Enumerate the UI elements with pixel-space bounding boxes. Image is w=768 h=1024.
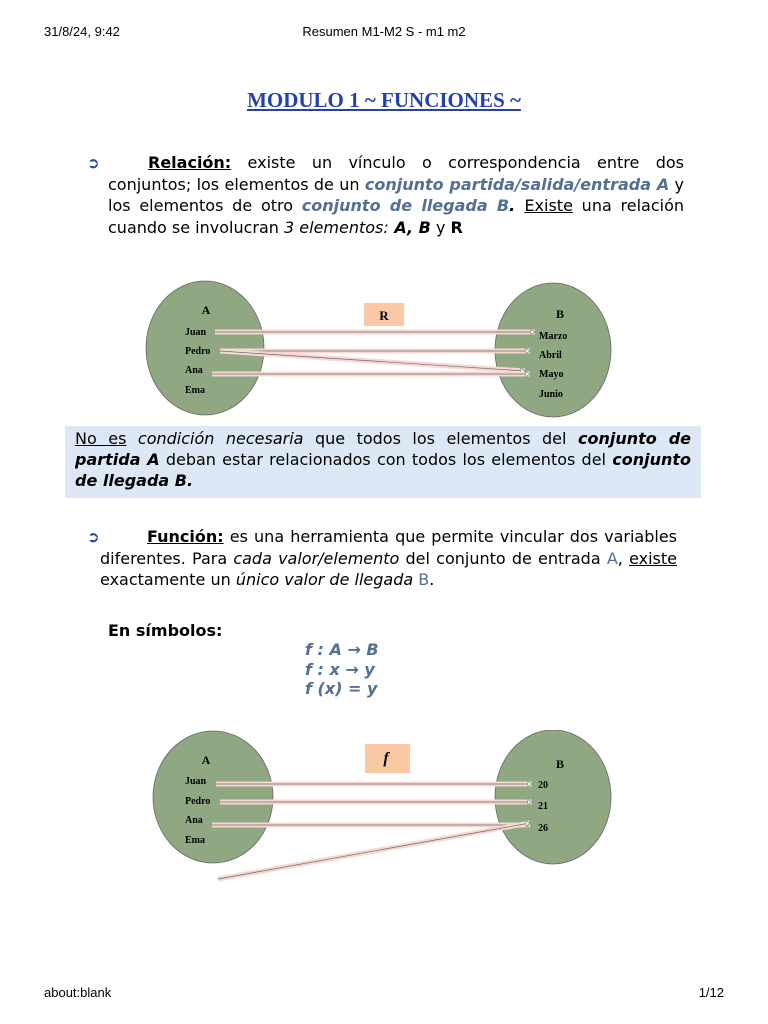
conjunto-llegada: conjunto de llegada B: [301, 196, 510, 215]
funcion-text: es una herramienta que permite vincular dos variables diferentes. Para: [100, 527, 677, 568]
relation-diagram: [0, 280, 768, 420]
print-datetime: 31/8/24, 9:42: [44, 24, 120, 39]
callout-text-part: deban estar relacionados con todos los elementos del: [159, 450, 613, 469]
set-b-element: Marzo: [539, 331, 568, 342]
relacion-text: 3 elementos:: [284, 217, 389, 237]
print-url: about:blank: [44, 985, 112, 1000]
callout-text-part: condición necesaria: [126, 429, 304, 448]
set-b-element: 26: [538, 823, 548, 834]
relation-arrow: [220, 351, 525, 371]
existe-underlined: Existe: [524, 196, 573, 215]
funcion-text: único valor de llegada: [235, 570, 414, 589]
set-a-element: Ana: [185, 815, 203, 826]
symbol-line: f : A → B: [305, 640, 379, 659]
funcion-text: exactamente un: [100, 570, 236, 589]
set-b-label: B: [555, 307, 565, 321]
conjunto-partida: conjunto partida/salida/entrada A: [364, 174, 670, 194]
set-a-element: Ema: [185, 835, 205, 846]
set-b-element: 21: [538, 801, 548, 812]
print-page-number: 1/12: [698, 985, 724, 1000]
relacion-text: .: [509, 196, 525, 215]
relacion-text: y: [430, 217, 451, 237]
set-b-element: Abril: [539, 350, 562, 361]
funcion-term: Función:: [147, 527, 224, 546]
set-b-element: Mayo: [539, 369, 564, 380]
funcion-existe: existe: [629, 548, 678, 568]
relacion-text: una relación cuando se involucran: [108, 196, 685, 237]
relacion-text: R: [450, 217, 463, 237]
funcion-text: del conjunto de entrada: [399, 548, 607, 568]
bullet-arrow-icon: ➲: [87, 528, 100, 546]
symbol-line: f (x) = y: [305, 679, 378, 698]
symbols-label: En símbolos:: [108, 621, 223, 640]
funcion-paragraph: [100, 526, 677, 591]
bullet-arrow-icon: ➲: [87, 154, 100, 172]
function-label: f: [383, 750, 389, 767]
set-a-element: Ana: [185, 365, 203, 376]
function-diagram: [0, 730, 768, 890]
set-a-element: Pedro: [185, 796, 211, 807]
relacion-paragraph: [108, 152, 684, 238]
set-a-label: A: [201, 303, 211, 317]
set-b-ellipse: [495, 730, 611, 864]
callout-no-es: No es: [75, 429, 127, 448]
set-a-element: Juan: [185, 776, 207, 787]
set-b-label: B: [555, 757, 565, 771]
set-a-element: Ema: [185, 385, 205, 396]
callout-text-part: conjunto de partida A: [75, 429, 692, 469]
relacion-term: Relación:: [148, 153, 232, 172]
set-a-element: Juan: [185, 327, 207, 338]
page-title: MODULO 1 ~ FUNCIONES ~: [247, 88, 521, 112]
callout-text: [75, 428, 691, 491]
funcion-text: B: [418, 570, 430, 589]
set-b-element: Junio: [539, 389, 563, 400]
set-a-label: A: [201, 753, 211, 767]
relacion-text: existe un vínculo o correspondencia entre dos conjuntos; los elementos de un: [108, 153, 684, 194]
symbol-line: f : x → y: [305, 660, 375, 679]
funcion-text: cada valor/elemento: [233, 548, 400, 568]
funcion-text: .: [429, 570, 435, 589]
set-a-ellipse: [153, 731, 273, 863]
print-doc-title: Resumen M1-M2 S - m1 m2: [302, 24, 466, 39]
set-a-element: Pedro: [185, 346, 211, 357]
callout-text-part: conjunto de llegada B.: [75, 450, 691, 490]
funcion-text: ,: [617, 548, 630, 568]
funcion-text: A: [606, 548, 618, 568]
relacion-text: y los elementos de otro: [108, 174, 684, 215]
relacion-text: A, B: [388, 217, 431, 237]
relation-label: R: [379, 308, 389, 323]
set-b-element: 20: [538, 780, 548, 791]
callout-text-part: que todos los elementos del: [303, 429, 578, 448]
